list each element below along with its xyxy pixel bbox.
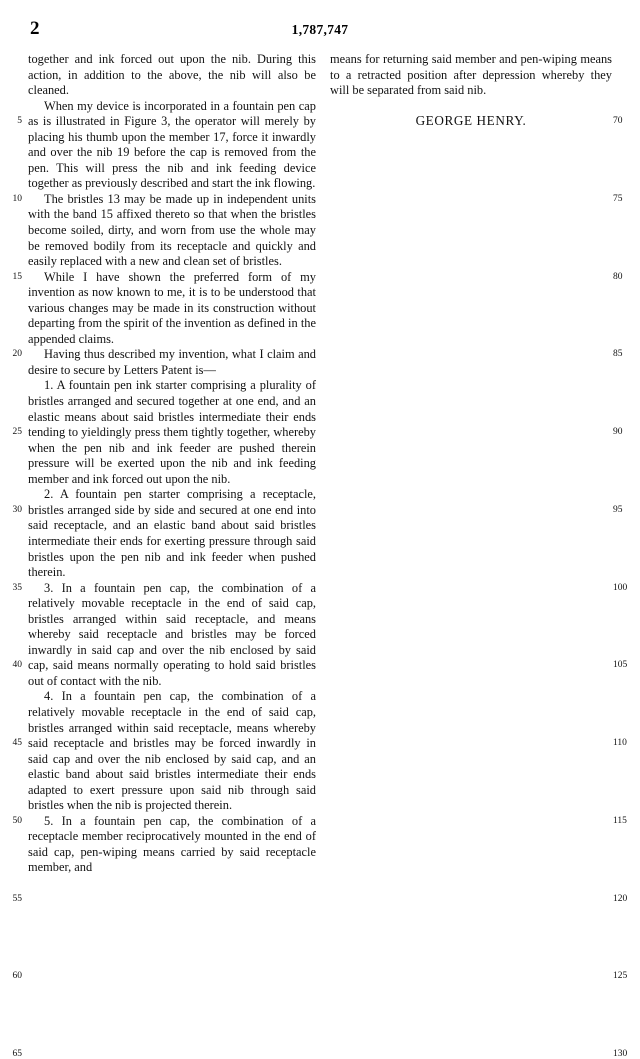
line-number: 80 [613, 271, 623, 282]
right-text-column [330, 52, 612, 128]
line-number: 40 [12, 660, 22, 671]
line-number: 100 [613, 582, 628, 593]
line-number: 15 [12, 271, 22, 282]
paragraph: While I have shown the preferred form of my invention as now known to me, it is to be understood that various changes may be made in its construction without departing from the spirit of the invention as defined in the appended claims. [28, 269, 316, 346]
line-number: 85 [613, 349, 623, 360]
paragraph: The bristles 13 may be made up in independent units with the band 15 affixed thereto so that when the bristles become soiled, dirty, and worn from use the whole may be removed bodily from its receptacle and quickly and easily replaced with a new and clean set of bristles. [28, 191, 316, 269]
line-number: 10 [12, 193, 22, 204]
line-number: 5 [17, 116, 22, 127]
line-number: 110 [613, 738, 627, 749]
claim-paragraph: 5. In a fountain pen cap, the combination of a receptacle member reciprocatively mounted in the end of said cap, pen-wiping means carried by said receptacle member, and [28, 813, 316, 875]
line-number: 50 [12, 815, 22, 826]
line-number: 45 [12, 738, 22, 749]
line-number: 120 [613, 893, 628, 904]
line-number: 95 [613, 504, 623, 515]
line-number: 65 [12, 1049, 22, 1059]
paragraph: together and ink forced out upon the nib. During this action, in addition to the above, the nib will also be cleaned. [28, 52, 316, 98]
claim-paragraph: 4. In a fountain pen cap, the combination of a relatively movable receptacle in the end of said cap, bristles arranged within said receptacle, means whereby said receptacle and bristles may be forced inwardly in said cap and over the nib enclosed by said cap, and an elastic band about said bristles intermediate their ends adapted to exert pressure upon said nib through said bristles when the nib is projected therein. [28, 689, 316, 813]
line-number: 30 [12, 504, 22, 515]
claim-paragraph: 3. In a fountain pen cap, the combination of a relatively movable receptacle in the end of said cap, bristles arranged within said receptacle, and means whereby said receptacle and bristles may be forced inwardly in said cap and over the nib enclosed by said cap, said means normally operating to hold said bristles out of contact with the nib. [28, 580, 316, 688]
paragraph: When my device is incorporated in a fountain pen cap as is illustrated in Figure 3, the operator will merely by placing his thumb upon the member 17, force it inwardly and over the nib 19 before the cap is removed from the pen. This will press the nib and ink feeding device together as previously described and start the ink flowing. [28, 98, 316, 191]
line-number: 35 [12, 582, 22, 593]
line-number: 55 [12, 893, 22, 904]
line-number: 20 [12, 349, 22, 360]
left-text-column [28, 52, 316, 876]
inventor-signature: GEORGE HENRY. [415, 112, 527, 128]
line-number: 105 [613, 660, 628, 671]
patent-number: 1,787,747 [291, 22, 349, 37]
paragraph: Having thus described my invention, what I claim and desire to secure by Letters Patent is— [28, 347, 316, 377]
line-number: 115 [613, 815, 627, 826]
claim-paragraph: 1. A fountain pen ink starter comprising a plurality of bristles arranged and secured together at one end, and an elastic means about said bristles intermediate their ends tending to yieldingly press them tightly together, whereby when the pen nib and ink feeder are pushed therein pressure will be exerted upon the nib and ink feeding member and ink forced out upon the nib. [28, 378, 316, 486]
claim-paragraph: 2. A fountain pen starter comprising a receptacle, bristles arranged side by side and secured at one end into said receptacle, and an elastic band about said bristles intermediate their ends for exerting pressure through said bristles upon the pen nib and ink feeder when pushed therein. [28, 487, 316, 580]
line-number: 130 [613, 1049, 628, 1059]
line-number: 70 [613, 116, 623, 127]
line-number: 125 [613, 971, 628, 982]
line-number: 75 [613, 193, 623, 204]
page-number: 2 [30, 18, 40, 39]
paragraph: means for returning said member and pen-wiping means to a retracted position after depression whereby they will be separated from said nib. [330, 52, 612, 98]
line-number: 25 [12, 427, 22, 438]
line-number: 60 [12, 971, 22, 982]
line-number: 90 [613, 427, 623, 438]
